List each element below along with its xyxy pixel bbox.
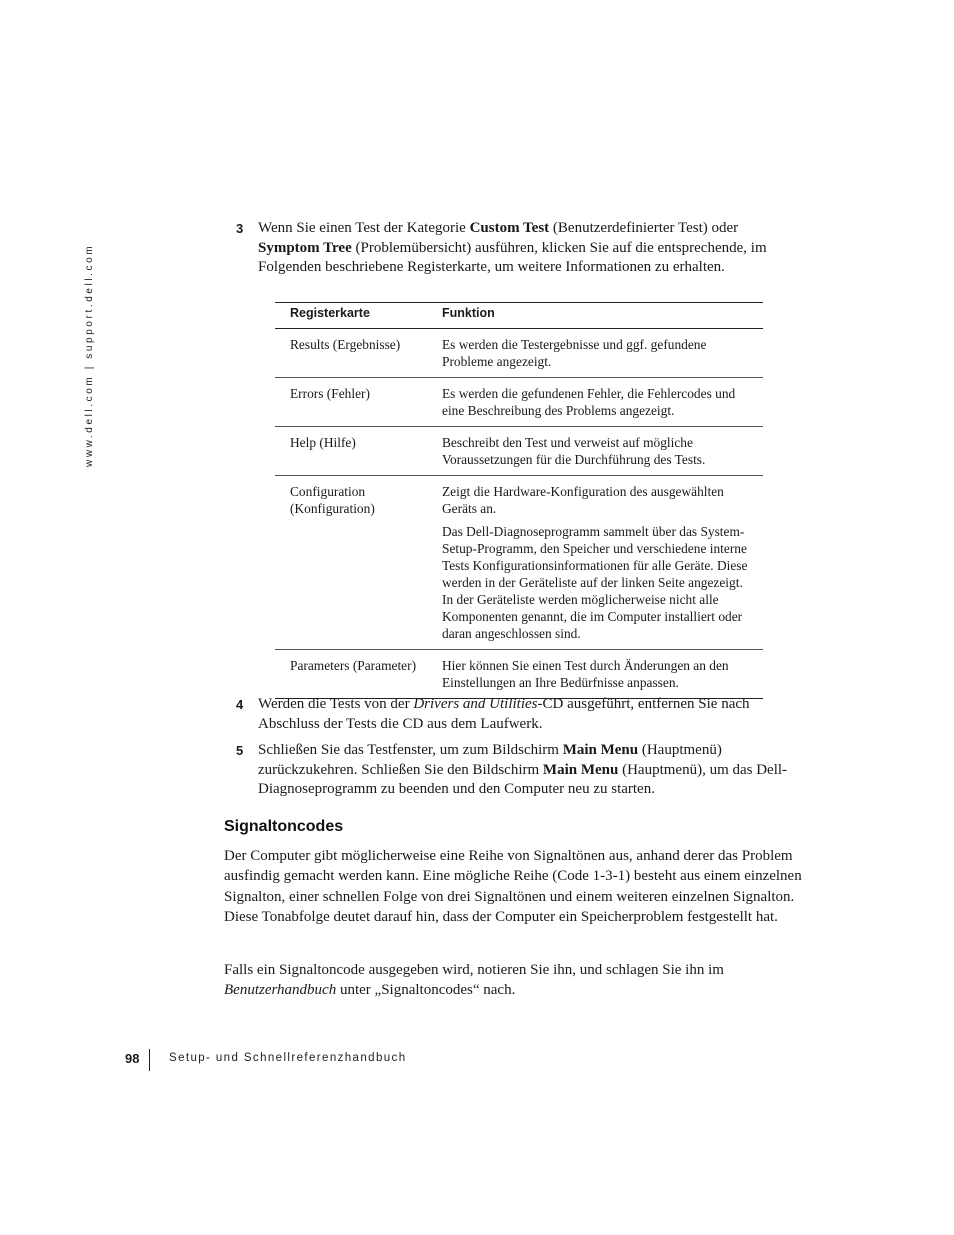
step-3 xyxy=(236,219,796,278)
footer-divider xyxy=(149,1049,150,1071)
tab-cell: Help (Hilfe) xyxy=(275,427,427,476)
tab-cell: Results (Ergebnisse) xyxy=(275,329,427,378)
column-header: Registerkarte xyxy=(275,303,427,329)
section-paragraph: Der Computer gibt möglicherweise eine Reihe von Signaltönen aus, anhand derer das Problem ausfindig gemacht werden kann. Eine mögliche Reihe (Code 1-3-1) besteht aus einem einzelnen Signalton, einer schnellen Folge von drei Signaltönen und einem weiteren einzelnen Signalton. Diese Tonabfolge deutet darauf hin, dass der Computer ein Speicherproblem festgestellt hat. xyxy=(224,848,802,925)
table-row xyxy=(275,650,763,699)
table-row xyxy=(275,329,763,378)
tab-cell: Configuration (Konfiguration) xyxy=(275,476,427,650)
function-cell xyxy=(427,476,763,650)
tab-cell: Parameters (Parameter) xyxy=(275,650,427,699)
main-menu-label: Main Menu xyxy=(562,742,639,758)
function-cell: Es werden die Testergebnisse und ggf. gefundene Probleme angezeigt. xyxy=(427,329,763,378)
page-number: 98 xyxy=(125,1051,140,1066)
step-number: 3 xyxy=(236,221,244,236)
registerkarte-table xyxy=(275,302,763,699)
section-heading: Signaltoncodes xyxy=(224,818,344,835)
function-cell: Beschreibt den Test und verweist auf mögliche Voraussetzungen für die Durchführung des Tests. xyxy=(427,427,763,476)
table-row xyxy=(275,476,763,650)
main-menu-label: Main Menu xyxy=(542,761,619,778)
table-header-row xyxy=(275,303,763,329)
step-number: 5 xyxy=(236,743,244,758)
tab-cell: Errors (Fehler) xyxy=(275,378,427,427)
function-cell: Hier können Sie einen Test durch Änderungen an den Einstellungen an Ihre Bedürfnisse anpassen. xyxy=(427,650,763,699)
table-row xyxy=(275,427,763,476)
footer-title: Setup- und Schnellreferenzhandbuch xyxy=(169,1052,407,1064)
step-text: Wenn Sie einen Test der Kategorie Custom Test (Benutzerdefinierter Test) oder Symptom Tree (Problemübersicht) ausführen, klicken Sie auf die entsprechende, im Folgenden beschriebene Registerkarte, um weitere Informationen zu erhalten. xyxy=(258,220,767,275)
step-4 xyxy=(236,695,796,734)
function-cell: Es werden die gefundenen Fehler, die Fehlercodes und eine Beschreibung des Problems angezeigt. xyxy=(427,378,763,427)
function-text: Zeigt die Hardware-Konfiguration des ausgewählten Geräts an. xyxy=(442,484,724,516)
function-text-detail: Das Dell-Diagnoseprogramm sammelt über das System-Setup-Programm, den Speicher und verschiedene interne Tests Konfigurationsinformationen für alle Geräte. Diese werden in der Geräteliste auf der linken Seite angezeigt. In der Geräteliste werden möglicherweise nicht alle Komponenten genannt, die im Computer installiert oder daran angeschlossen sind. xyxy=(442,524,748,641)
benutzerhandbuch-title: Benutzerhandbuch xyxy=(224,982,337,999)
custom-test-label: Custom Test xyxy=(469,220,550,236)
symptom-tree-label: Symptom Tree xyxy=(258,239,352,256)
step-text: Schließen Sie das Testfenster, um zum Bildschirm Main Menu (Hauptmenü) zurückzukehren. Schließen Sie den Bildschirm Main Menu (Hauptmenü), um das Dell-Diagnoseprogramm zu beenden und den Computer neu zu starten. xyxy=(258,742,788,797)
step-number: 4 xyxy=(236,697,244,712)
step-text: Werden die Tests von der Drivers and Utilities-CD ausgeführt, entfernen Sie nach Abschluss der Tests die CD aus dem Laufwerk. xyxy=(258,696,750,732)
section-paragraph: Falls ein Signaltoncode ausgegeben wird, notieren Sie ihn, und schlagen Sie ihn im Benutzerhandbuch unter „Signaltoncodes“ nach. xyxy=(224,962,724,999)
drivers-utilities-title: Drivers and Utilities xyxy=(413,696,538,712)
column-header: Funktion xyxy=(427,303,763,329)
table-row xyxy=(275,378,763,427)
step-5 xyxy=(236,741,796,800)
sidebar-url: www.dell.com | support.dell.com xyxy=(84,243,95,467)
